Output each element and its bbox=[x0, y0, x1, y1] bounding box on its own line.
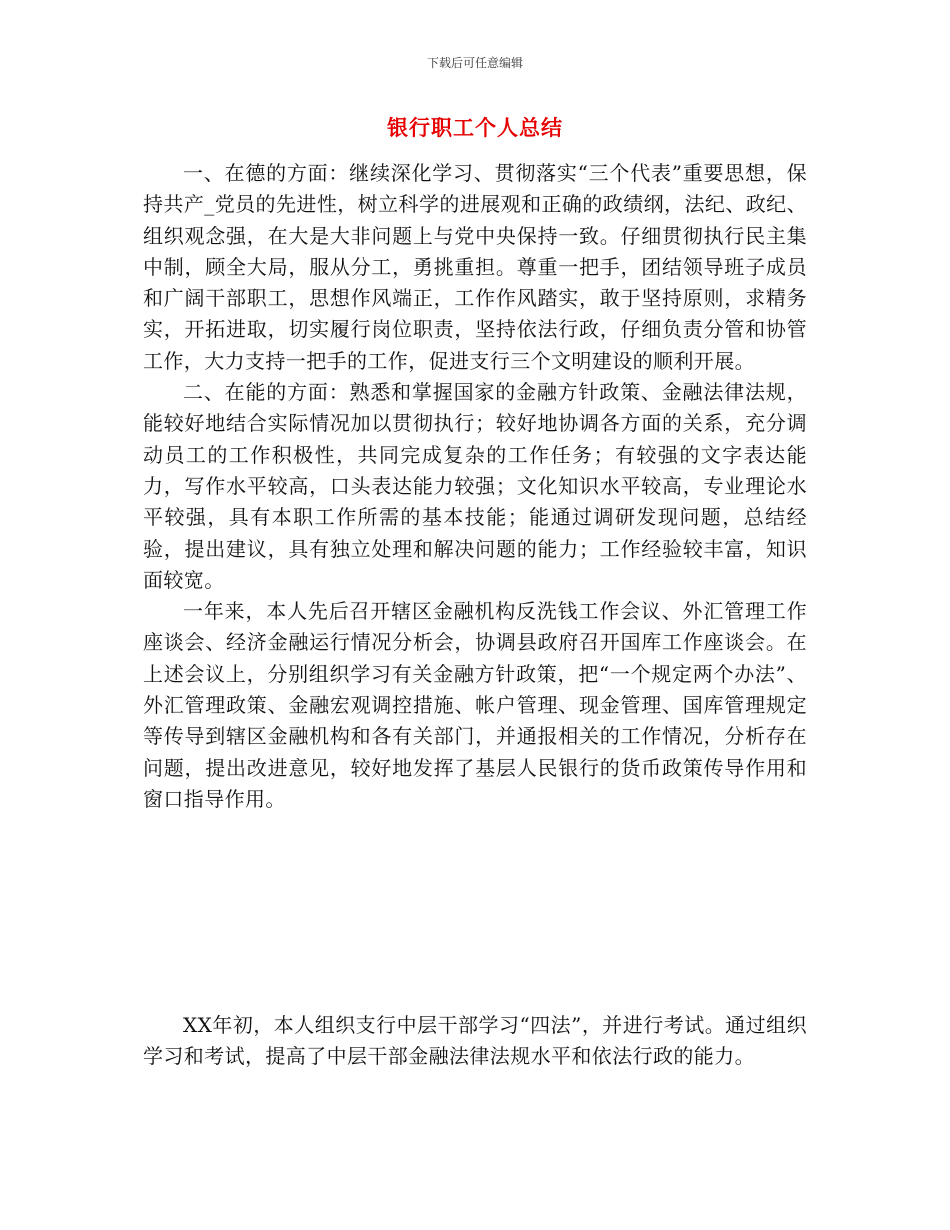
paragraph-moral: 一、在德的方面：继续深化学习、贯彻落实“三个代表”重要思想，保持共产_党员的先进性，树立科学的进展观和正确的政绩纲，法纪、政纪、组织观念强，在大是大非问题上与党中央保持一致。仔细贯彻执行民主集中制，顾全大局，服从分工，勇挑重担。尊重一把手，团结领导班子成员和广阔干部职工，思想作风端正，工作作风踏实，敢于坚持原则，求精务实，开拓进取，切实履行岗位职责，坚持依法行政，仔细负责分管和协管工作，大力支持一把手的工作，促进支行三个文明建设的顺利开展。 bbox=[143, 161, 807, 373]
paragraph-year-review: 一年来，本人先后召开辖区金融机构反洗钱工作会议、外汇管理工作座谈会、经济金融运行情况分析会，协调县政府召开国库工作座谈会。在上述会议上，分别组织学习有关金融方针政策，把“一个规定两个办法”、外汇管理政策、金融宏观调控措施、帐户管理、现金管理、国库管理规定等传导到辖区金融机构和各有关部门，并通报相关的工作情况，分析存在问题，提出改进意见，较好地发挥了基层人民银行的货币政策传导作用和窗口指导作用。 bbox=[143, 599, 807, 811]
paragraph-ability: 二、在能的方面：熟悉和掌握国家的金融方针政策、金融法律法规，能较好地结合实际情况加以贯彻执行；较好地协调各方面的关系，充分调动员工的工作积极性，共同完成复杂的工作任务；有较强的文字表达能力，写作水平较高，口头表达能力较强；文化知识水平较高，专业理论水平较强，具有本职工作所需的基本技能；能通过调研发现问题，总结经验，提出建议，具有独立处理和解决问题的能力；工作经验较丰富，知识面较宽。 bbox=[143, 380, 807, 592]
document-body-continued bbox=[143, 1010, 807, 1073]
header-note: 下载后可任意编辑 bbox=[426, 56, 523, 70]
document-title: 银行职工个人总结 bbox=[387, 116, 563, 140]
document-body bbox=[143, 158, 807, 815]
paragraph-training: XX年初，本人组织支行中层干部学习“四法”，并进行考试。通过组织学习和考试，提高了中层干部金融法律法规水平和依法行政的能力。 bbox=[143, 1013, 807, 1069]
